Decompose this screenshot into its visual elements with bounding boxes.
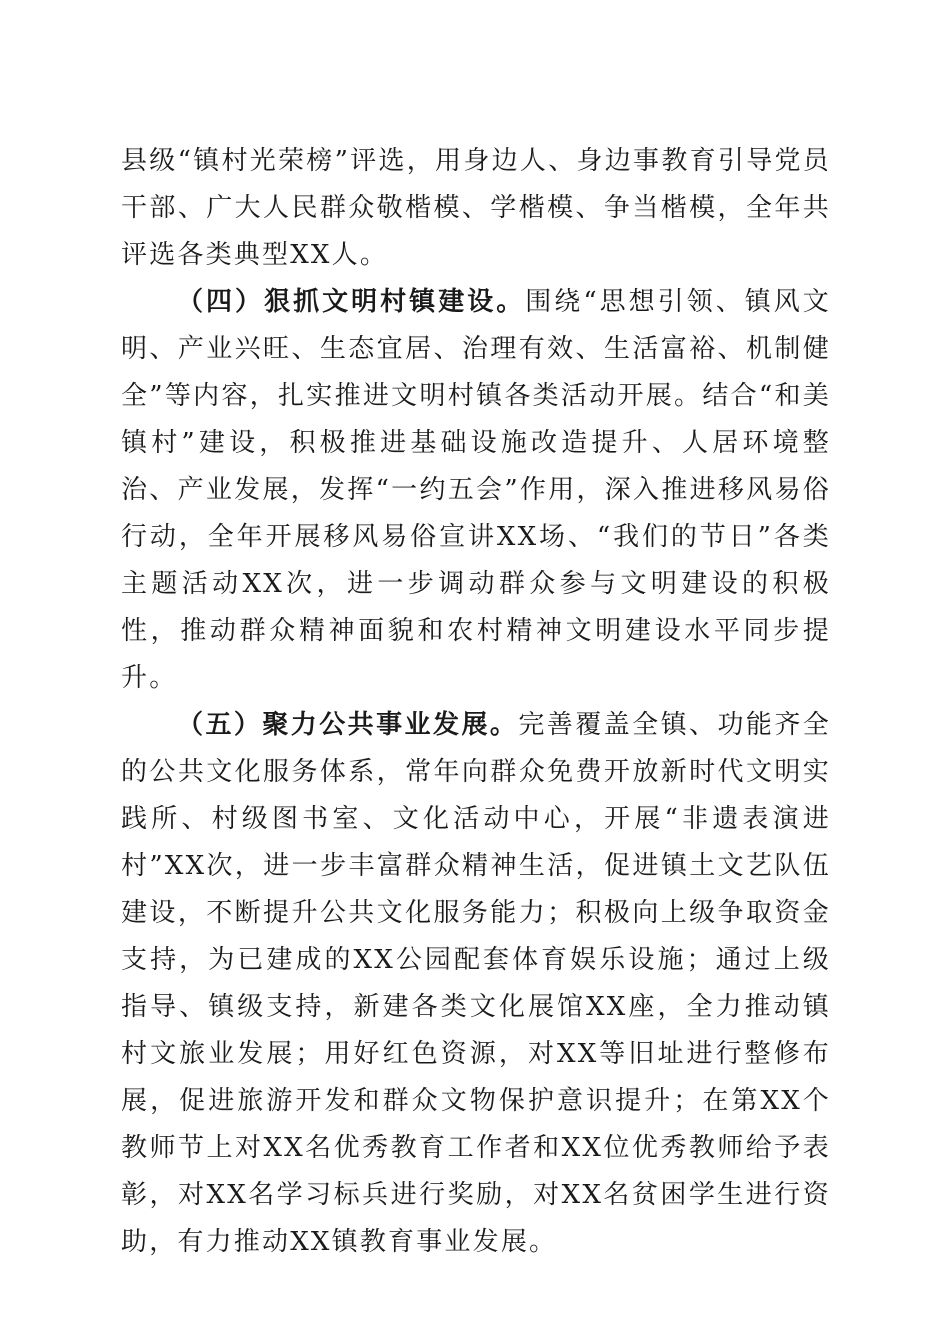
section-heading-4: （四）狠抓文明村镇建设。 xyxy=(177,287,526,317)
section-heading-5: （五）聚力公共事业发展。 xyxy=(177,710,519,740)
paragraph-text: 围绕“思想引领、镇风文明、产业兴旺、生态宜居、治理有效、生活富裕、机制健全”等内容，扎实推进文明村镇各类活动开展。结合“和美镇村”建设，积极推进基础设施改造提升、人居环境整治、产业发展，发挥“一约五会”作用，深入推进移风易俗行动，全年开展移风易俗宣讲XX场、“我们的节日”各类主题活动XX次，进一步调动群众参与文明建设的积极性，推动群众精神面貌和农村精神文明建设水平同步提升。 xyxy=(121,287,831,693)
paragraph-public-affairs xyxy=(121,702,831,1266)
document-body xyxy=(121,138,831,1266)
paragraph-continuation xyxy=(121,138,831,279)
paragraph-text: 县级“镇村光荣榜”评选，用身边人、身边事教育引导党员干部、广大人民群众敬楷模、学楷模、争当楷模，全年共评选各类典型XX人。 xyxy=(121,146,831,270)
paragraph-text: 完善覆盖全镇、功能齐全的公共文化服务体系，常年向群众免费开放新时代文明实践所、村级图书室、文化活动中心，开展“非遗表演进村”XX次，进一步丰富群众精神生活，促进镇土文艺队伍建设，不断提升公共文化服务能力；积极向上级争取资金支持，为已建成的XX公园配套体育娱乐设施；通过上级指导、镇级支持，新建各类文化展馆XX座，全力推动镇村文旅业发展；用好红色资源，对XX等旧址进行整修布展，促进旅游开发和群众文物保护意识提升；在第XX个教师节上对XX名优秀教育工作者和XX位优秀教师给予表彰，对XX名学习标兵进行奖励，对XX名贫困学生进行资助，有力推动XX镇教育事业发展。 xyxy=(121,710,831,1257)
paragraph-civilized-villages xyxy=(121,279,831,702)
